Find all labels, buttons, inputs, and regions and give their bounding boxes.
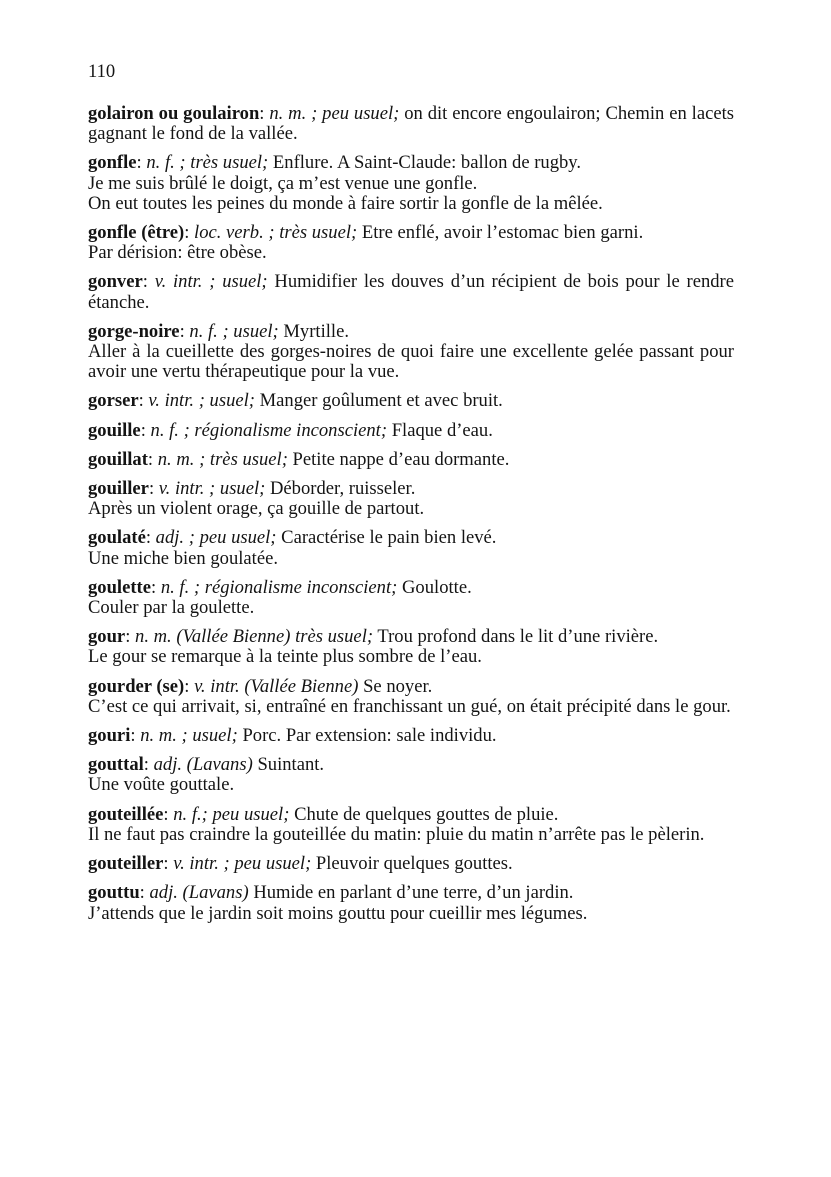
dictionary-entry: [88, 726, 734, 746]
entry-separator: :: [179, 320, 185, 342]
entry-headword: goulette: [88, 576, 151, 598]
entry-headword: goulaté: [88, 527, 146, 549]
dictionary-entry: [88, 883, 734, 923]
entry-example: Couler par la goulette.: [88, 597, 255, 619]
entry-definition-line: [88, 854, 734, 874]
entry-definition-line: [88, 153, 734, 173]
entry-definition: Enflure. A Saint-Claude: ballon de rugby.: [272, 152, 582, 174]
entry-grammar: adj. ; peu usuel;: [155, 527, 277, 549]
entry-definition-line: [88, 104, 734, 144]
entry-definition-line: [88, 755, 734, 775]
entry-grammar: v. intr. (Vallée Bienne): [194, 675, 359, 697]
entry-separator: :: [125, 626, 131, 648]
entry-definition: Humide en parlant d’une terre, d’un jardin.: [253, 882, 574, 904]
entry-grammar: v. intr. ; peu usuel;: [173, 853, 312, 875]
dictionary-entry: [88, 322, 734, 383]
entry-example: Je me suis brûlé le doigt, ça m’est venue une gonfle.: [88, 172, 478, 194]
entry-separator: :: [143, 754, 149, 776]
entry-definition: Myrtille.: [283, 320, 349, 342]
entry-example: Aller à la cueillette des gorges-noires de quoi faire une excellente gelée passant pour avoir une vertu thérapeutique pour la vue.: [88, 341, 734, 383]
entry-headword: gouille: [88, 419, 141, 441]
entry-list: [88, 104, 734, 924]
entry-grammar: n. m. ; peu usuel;: [269, 103, 400, 124]
entry-headword: gonfle: [88, 152, 137, 174]
entry-example: J’attends que le jardin soit moins gouttu pour cueillir mes légumes.: [88, 902, 588, 924]
entry-separator: :: [259, 103, 265, 124]
entry-definition: Suintant.: [257, 754, 325, 776]
entry-definition: Humidifier les douves d’un récipient de bois pour le rendre étanche.: [88, 271, 734, 313]
entry-grammar: n. m. (Vallée Bienne) très usuel;: [135, 626, 374, 648]
entry-grammar: v. intr. ; usuel;: [158, 478, 266, 500]
entry-separator: :: [147, 448, 154, 470]
dictionary-entry: [88, 421, 734, 441]
entry-headword: gorge-noire: [88, 320, 180, 342]
entry-definition-line: [88, 272, 734, 312]
dictionary-entry: [88, 854, 734, 874]
entry-example: Après un violent orage, ça gouille de partout.: [88, 498, 425, 520]
entry-definition-line: [88, 450, 734, 470]
entry-definition-line: [88, 391, 734, 411]
entry-grammar: n. f. ; usuel;: [189, 320, 279, 342]
entry-headword: gourder (se): [88, 675, 185, 697]
dictionary-entry: [88, 223, 734, 263]
entry-definition-line: [88, 627, 734, 647]
entry-definition-line: [88, 805, 734, 825]
dictionary-entry: [88, 391, 734, 411]
entry-headword: gonfle (être): [88, 222, 185, 244]
entry-definition-line: [88, 479, 734, 499]
entry-definition: on dit encore engoulairon; Chemin en lacets gagnant le fond de la vallée.: [88, 103, 734, 145]
entry-headword: gouteiller: [88, 853, 164, 875]
entry-grammar: n. f.; peu usuel;: [173, 803, 290, 825]
entry-headword: gouteillée: [88, 803, 164, 825]
entry-definition: Etre enflé, avoir l’estomac bien garni.: [361, 222, 644, 244]
dictionary-entry: [88, 528, 734, 568]
entry-definition: Se noyer.: [363, 675, 433, 697]
dictionary-entry: [88, 805, 734, 845]
entry-example: Par dérision: être obèse.: [88, 242, 267, 264]
entry-grammar: v. intr. ; usuel;: [154, 271, 268, 293]
entry-definition: Pleuvoir quelques gouttes.: [315, 853, 513, 875]
entry-separator: :: [163, 853, 169, 875]
entry-grammar: loc. verb. ; très usuel;: [194, 222, 358, 244]
entry-grammar: adj. (Lavans): [149, 882, 249, 904]
entry-example: C’est ce qui arrivait, si, entraîné en franchissant un gué, on était précipité dans le gour.: [88, 695, 731, 717]
entry-definition: Petite nappe d’eau dormante.: [292, 448, 510, 470]
dictionary-entry: [88, 677, 734, 717]
entry-definition-line: [88, 421, 734, 441]
entry-grammar: n. f. ; régionalisme inconscient;: [160, 576, 398, 598]
entry-headword: gouttal: [88, 754, 144, 776]
dictionary-entry: [88, 104, 734, 144]
entry-headword: gouiller: [88, 478, 149, 500]
entry-grammar: n. f. ; régionalisme inconscient;: [150, 419, 388, 441]
entry-grammar: n. m. ; usuel;: [140, 725, 238, 747]
entry-example: Le gour se remarque à la teinte plus sombre de l’eau.: [88, 646, 482, 668]
entry-definition-line: [88, 322, 734, 342]
entry-example: Il ne faut pas craindre la gouteillée du matin: pluie du matin n’arrête pas le pèlerin.: [88, 823, 705, 845]
page-number: 110: [88, 61, 116, 82]
entry-headword: gour: [88, 626, 126, 648]
entry-headword: gouillat: [88, 448, 148, 470]
entry-definition-line: [88, 578, 734, 598]
entry-definition: Déborder, ruisseler.: [270, 478, 416, 500]
dictionary-entry: [88, 479, 734, 519]
entry-separator: :: [130, 725, 136, 747]
dictionary-entry: [88, 627, 734, 667]
entry-headword: gorser: [88, 390, 139, 412]
entry-headword: gouri: [88, 725, 131, 747]
entry-separator: :: [148, 478, 155, 500]
entry-example: On eut toutes les peines du monde à faire sortir la gonfle de la mêlée.: [88, 192, 603, 214]
entry-separator: :: [139, 882, 145, 904]
dictionary-entry: [88, 153, 734, 214]
dictionary-entry: [88, 450, 734, 470]
entry-definition: Chute de quelques gouttes de pluie.: [294, 803, 559, 825]
dictionary-page: [88, 62, 734, 933]
entry-definition-line: [88, 223, 734, 243]
entry-headword: gonver: [88, 271, 143, 293]
entry-separator: :: [145, 527, 152, 549]
entry-definition: Flaque d’eau.: [391, 419, 493, 441]
entry-separator: :: [184, 675, 190, 697]
dictionary-entry: [88, 578, 734, 618]
entry-separator: :: [136, 152, 142, 174]
entry-grammar: v. intr. ; usuel;: [148, 390, 255, 412]
dictionary-entry: [88, 755, 734, 795]
entry-separator: :: [184, 222, 190, 244]
entry-grammar: n. f. ; très usuel;: [146, 152, 269, 174]
dictionary-entry: [88, 272, 734, 312]
entry-definition: Porc. Par extension: sale individu.: [242, 725, 497, 747]
entry-headword: golairon ou goulairon: [88, 103, 260, 124]
entry-headword: gouttu: [88, 882, 140, 904]
entry-separator: :: [138, 390, 144, 412]
entry-example: Une miche bien goulatée.: [88, 547, 278, 569]
entry-definition-line: [88, 528, 734, 548]
entry-definition: Trou profond dans le lit d’une rivière.: [377, 626, 659, 648]
entry-definition-line: [88, 677, 734, 697]
entry-definition-line: [88, 726, 734, 746]
entry-definition: Manger goûlument et avec bruit.: [259, 390, 503, 412]
entry-definition: Caractérise le pain bien levé.: [281, 527, 497, 549]
entry-grammar: adj. (Lavans): [153, 754, 253, 776]
entry-separator: :: [140, 419, 146, 441]
entry-separator: :: [142, 271, 148, 293]
entry-definition: Goulotte.: [402, 576, 472, 598]
entry-separator: :: [151, 576, 157, 598]
entry-separator: :: [163, 803, 169, 825]
entry-grammar: n. m. ; très usuel;: [157, 448, 288, 470]
entry-example: Une voûte gouttale.: [88, 774, 235, 796]
entry-definition-line: [88, 883, 734, 903]
